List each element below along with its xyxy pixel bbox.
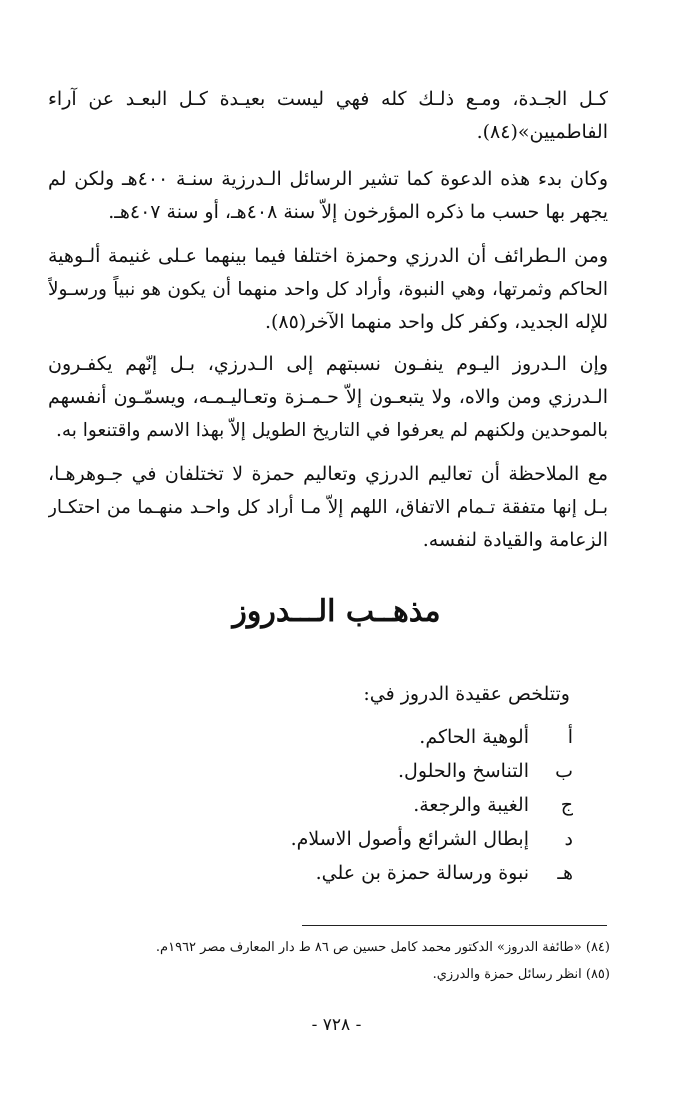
beliefs-list bbox=[173, 720, 573, 890]
belief-item bbox=[173, 822, 573, 856]
footnote-text: «طائفة الدروز» الدكتور محمد كامل حسين ص ٨٦ ط دار المعارف مصر ١٩٦٢م. bbox=[155, 940, 582, 955]
paragraph-line: الحاكم وثمرتها، وهي النبوة، وأراد كل واحد منهما أن يكون هو نبياً ورسـولاً bbox=[48, 279, 608, 300]
belief-letter: هـ bbox=[557, 862, 573, 884]
beliefs-intro: وتتلخص عقيدة الدروز في: bbox=[363, 683, 570, 705]
paragraph-line: بالموحدين ولكنهم لم يعرفوا في التاريخ الطويل إلاّ بهذا الاسم واقتنعوا به. bbox=[55, 420, 608, 441]
belief-item bbox=[173, 788, 573, 822]
paragraph-line: للإله الجديد، وكفر كل واحد منهما الآخر(٨٥). bbox=[264, 311, 608, 333]
paragraph-line: ومن الـطرائف أن الدرزي وحمزة اختلفا فيما بينهما عـلى غنيمة ألـوهية bbox=[48, 245, 608, 267]
paragraph-line: يجهر بها حسب ما ذكره المؤرخون إلاّ سنة ٤٠٨هـ، أو سنة ٤٠٧هـ. bbox=[108, 201, 608, 223]
belief-item bbox=[173, 856, 573, 890]
paragraph-line: بـل إنها متفقة تـمام الاتفاق، اللهم إلاّ مـا أراد كل واحـد منهـما من احتكـار bbox=[48, 497, 608, 518]
paragraph-4 bbox=[48, 348, 608, 447]
belief-text: ألوهية الحاكم. bbox=[419, 726, 529, 748]
page-number: - ٧٢٨ - bbox=[311, 1015, 362, 1035]
paragraph-line: الزعامة والقيادة لنفسه. bbox=[422, 529, 608, 551]
section-heading: مذهــب الـــدروز bbox=[232, 594, 441, 629]
paragraph-line: الـدرزي ومن والاه، ولا يتبعـون إلاّ حـمـزة وتعـاليـمـه، ويسمّـون أنفسهم bbox=[48, 386, 608, 408]
paragraph-3 bbox=[48, 240, 608, 339]
paragraph-line: وكان بدء هذه الدعوة كما تشير الرسائل الـدرزية سنـة ٤٠٠هـ ولكن لم bbox=[48, 168, 608, 190]
paragraph-1 bbox=[48, 83, 608, 149]
belief-letter: د bbox=[564, 828, 573, 850]
belief-text: التناسخ والحلول. bbox=[397, 760, 529, 782]
belief-item bbox=[173, 720, 573, 754]
footnote-text: انظر رسائل حمزة والدرزي. bbox=[432, 967, 582, 982]
belief-text: الغيبة والرجعة. bbox=[413, 794, 529, 816]
footnote-84 bbox=[156, 938, 610, 958]
belief-text: إبطال الشرائع وأصول الاسلام. bbox=[290, 828, 529, 850]
belief-item bbox=[173, 754, 573, 788]
footnote-85 bbox=[433, 965, 610, 985]
footnote-divider bbox=[302, 925, 607, 926]
footnote-number: (٨٥) bbox=[585, 967, 610, 982]
paragraph-line: مع الملاحظة أن تعاليم الدرزي وتعاليم حمزة لا تختلفان في جـوهرهـا، bbox=[48, 463, 608, 485]
paragraph-5 bbox=[48, 458, 608, 557]
footnote-number: (٨٤) bbox=[585, 940, 610, 955]
paragraph-line: كـل الجـدة، ومـع ذلـك كله فهي ليست بعيـدة كـل البعـد عن آراء bbox=[48, 88, 608, 110]
belief-letter: ب bbox=[555, 760, 573, 782]
paragraph-2 bbox=[48, 163, 608, 229]
paragraph-line: وإن الـدروز اليـوم ينفـون نسبتهم إلى الـدرزي، بـل إنّهم يكفـرون bbox=[48, 353, 608, 375]
belief-letter: ج bbox=[560, 794, 573, 816]
belief-text: نبوة ورسالة حمزة بن علي. bbox=[315, 862, 529, 884]
belief-letter: أ bbox=[567, 726, 573, 748]
paragraph-line: الفاطميين»(٨٤). bbox=[476, 121, 608, 143]
